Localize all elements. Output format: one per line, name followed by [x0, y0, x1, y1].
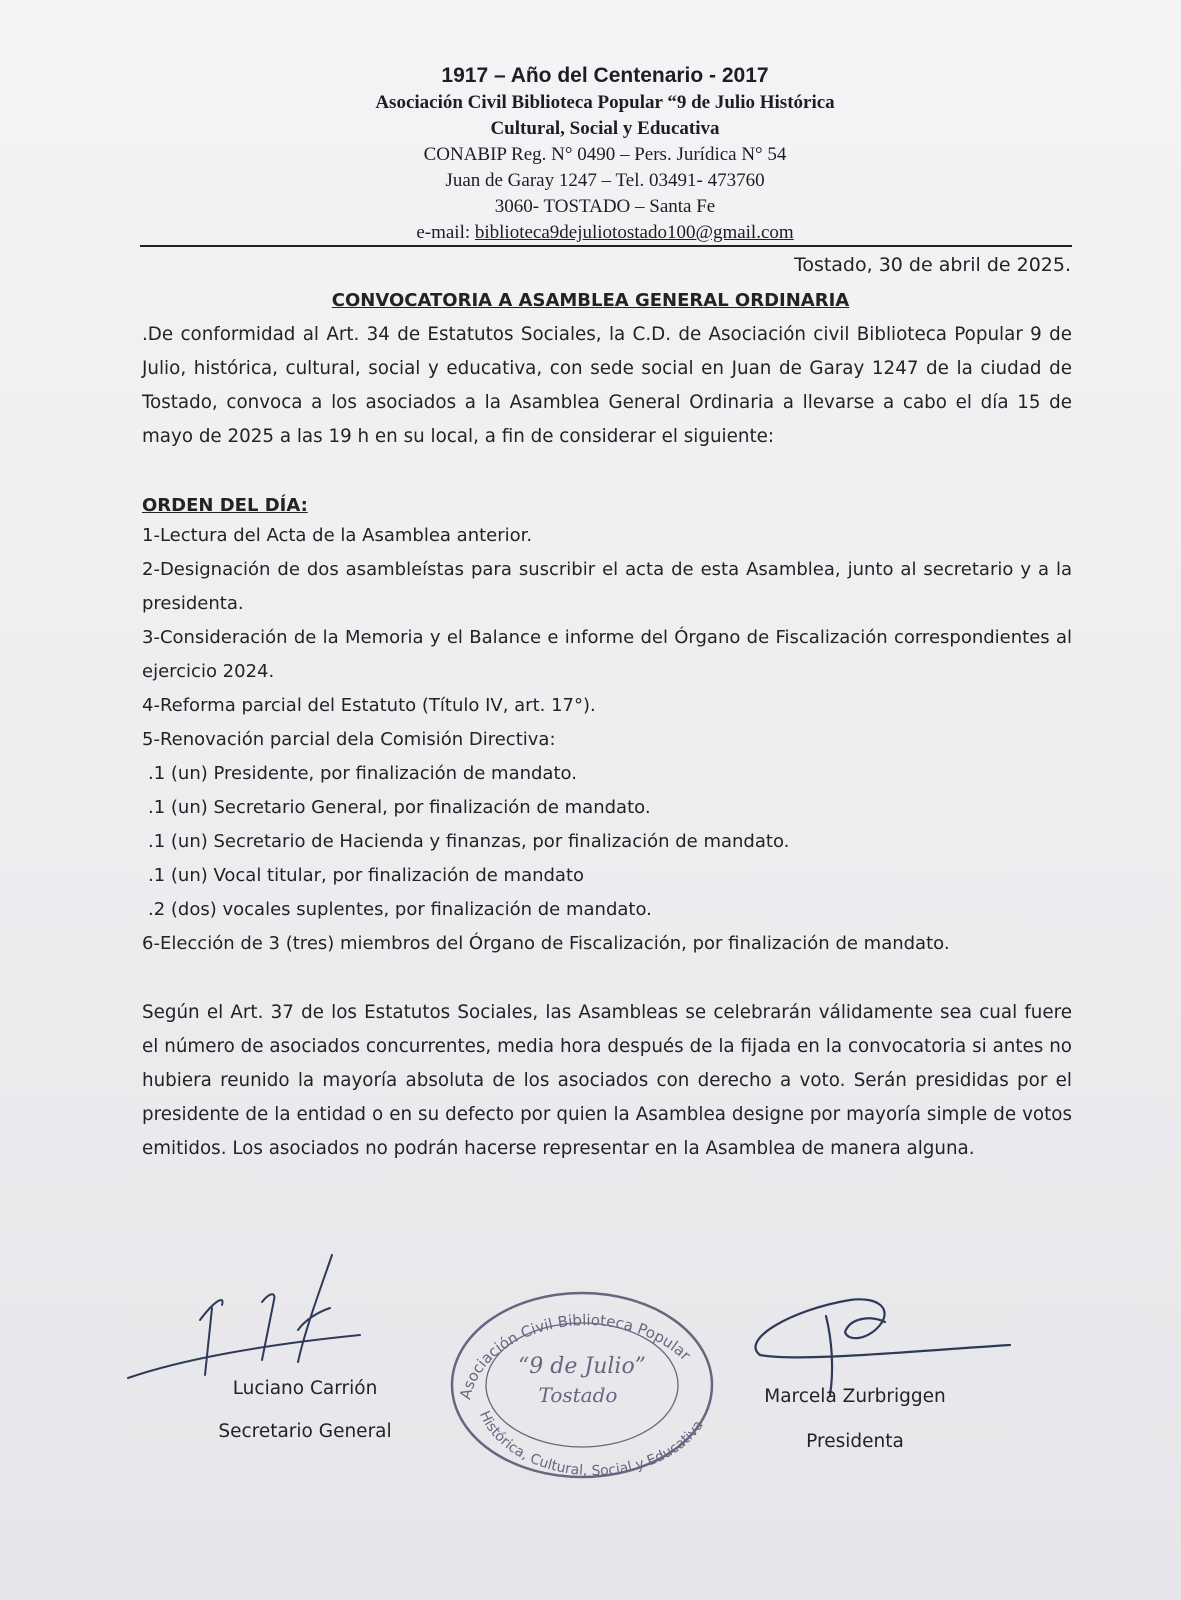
orden-del-dia-title: ORDEN DEL DÍA: — [142, 495, 308, 516]
document-date: Tostado, 30 de abril de 2025. — [793, 254, 1071, 276]
right-signer-name: Marcela Zurbriggen — [764, 1386, 946, 1407]
list-item: 3-Consideración de la Memoria y el Balance e informe del Órgano de Fiscalización correspondientes al ejercicio 2024. — [142, 627, 1072, 682]
list-subitem: .2 (dos) vocales suplentes, por finalización de mandato. — [148, 899, 652, 920]
letterhead-registration: CONABIP Reg. N° 0490 – Pers. Jurídica N° 54 — [423, 144, 787, 165]
stamp-bottom-arc: Histórica, Cultural, Social y Educativa — [475, 1408, 707, 1480]
letterhead-address: Juan de Garay 1247 – Tel. 03491- 473760 — [445, 170, 765, 191]
document-heading: CONVOCATORIA A ASAMBLEA GENERAL ORDINARIA — [331, 290, 850, 311]
letterhead-org-line2: Cultural, Social y Educativa — [490, 118, 720, 139]
stamp-center-line2: Tostado — [538, 1383, 618, 1407]
stamp-top-arc: Asociación Civil Biblioteca Popular — [456, 1311, 695, 1401]
right-signature-icon — [756, 1299, 1010, 1395]
closing-paragraph: Según el Art. 37 de los Estatutos Sociales, las Asambleas se celebrarán válidamente sea cual fuere el número de asociados concurrentes, media hora después de la fijada en la convocatoria si antes no hubiera reunido la mayoría absoluta de los asociados con derecho a voto. Serán presididas por el presidente de la entidad o en su defecto por quien la Asamblea designe por mayoría simple de votos emitidos. Los asociados no podrán hacerse representar en la Asamblea de manera alguna. — [142, 1002, 1072, 1159]
svg-text:Histórica, Cultural, Social y — [476, 1409, 707, 1480]
right-signer-role: Presidenta — [806, 1431, 904, 1452]
list-item: 2-Designación de dos asambleístas para suscribir el acta de esta Asamblea, junto al secretario y a la presidenta. — [142, 559, 1072, 614]
left-signer-name: Luciano Carrión — [232, 1378, 378, 1399]
left-signer-role: Secretario General — [218, 1421, 392, 1442]
letterhead-title: 1917 – Año del Centenario - 2017 — [441, 64, 769, 87]
list-item: 5-Renovación parcial dela Comisión Directiva: — [142, 729, 556, 750]
email-link[interactable]: biblioteca9dejuliotostado100@gmail.com — [474, 222, 794, 243]
list-subitem: .1 (un) Secretario de Hacienda y finanzas, por finalización de mandato. — [148, 831, 790, 852]
list-item: 4-Reforma parcial del Estatuto (Título IV, art. 17°). — [142, 695, 596, 716]
letterhead-org-line1: Asociación Civil Biblioteca Popular “9 de Julio Histórica — [375, 92, 835, 113]
list-item: 6-Elección de 3 (tres) miembros del Órgano de Fiscalización, por finalización de mandato. — [142, 933, 950, 954]
list-subitem: .1 (un) Presidente, por finalización de mandato. — [148, 763, 577, 784]
letterhead-city: 3060- TOSTADO – Santa Fe — [494, 196, 716, 217]
list-subitem: .1 (un) Secretario General, por finalización de mandato. — [148, 797, 651, 818]
stamp-center-line1: “9 de Julio” — [518, 1354, 646, 1379]
left-signature-icon — [128, 1255, 360, 1378]
list-item: 1-Lectura del Acta de la Asamblea anterior. — [142, 525, 533, 546]
association-stamp-icon — [452, 1293, 712, 1479]
intro-paragraph: .De conformidad al Art. 34 de Estatutos Sociales, la C.D. de Asociación civil Biblioteca Popular 9 de Julio, histórica, cultural, social y educativa, con sede social en Juan de Garay 1247 de la ciudad de Tostado, convoca a los asociados a la Asamblea General Ordinaria a llevarse a cabo el día 15 de mayo de 2025 a las 19 h en su local, a fin de considerar el siguiente: — [142, 324, 1072, 447]
list-subitem: .1 (un) Vocal titular, por finalización de mandato — [148, 865, 585, 886]
email-label: e-mail: — [416, 222, 471, 243]
